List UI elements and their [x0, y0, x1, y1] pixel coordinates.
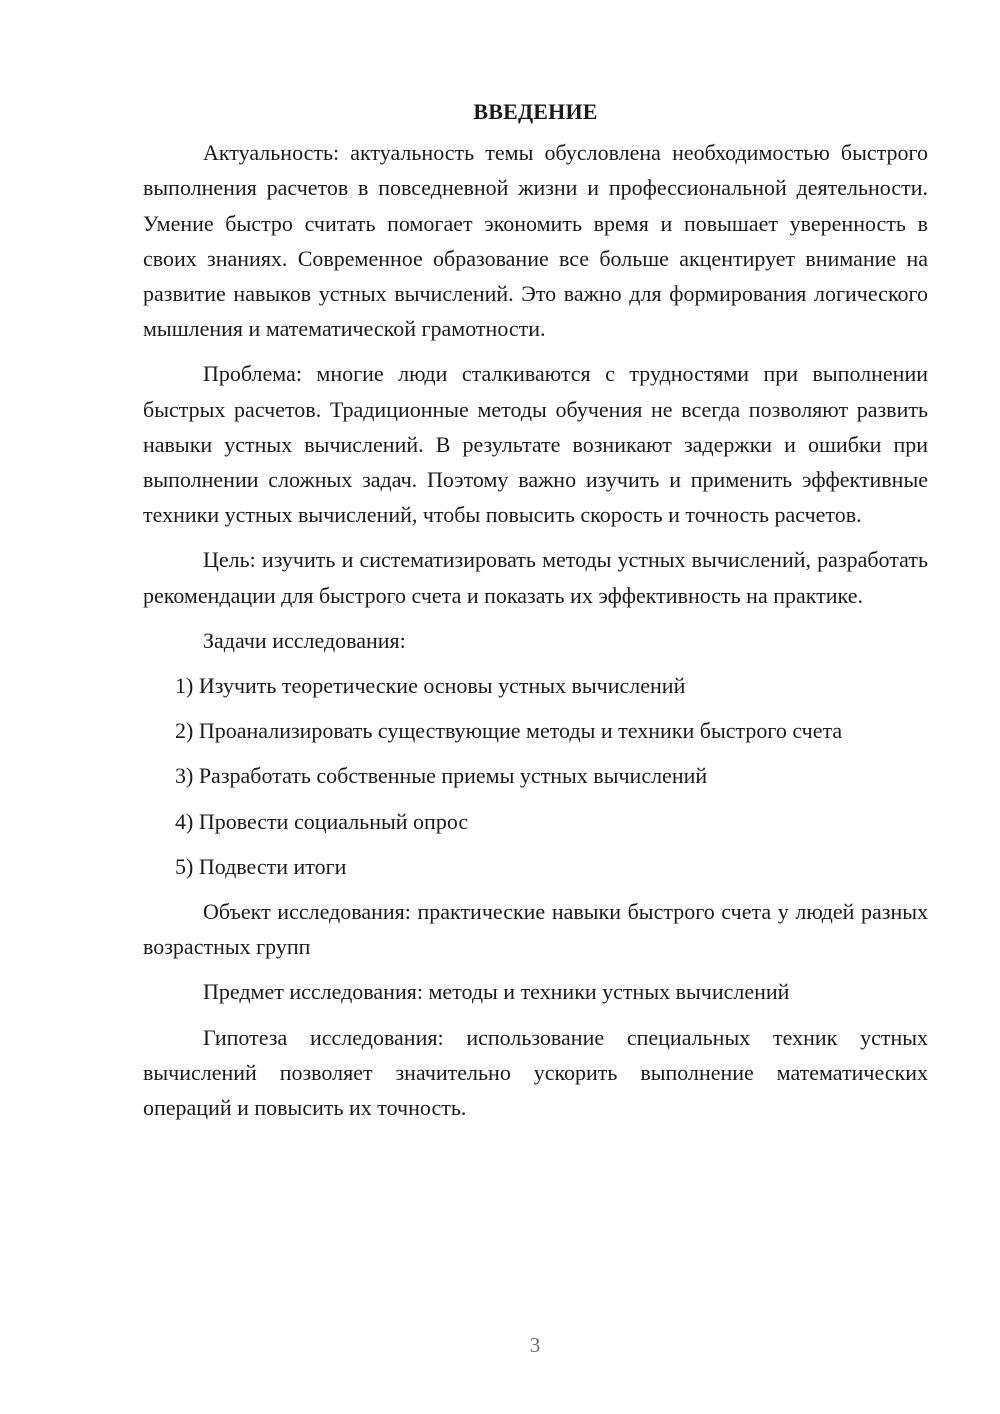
goal-paragraph: Цель: изучить и систематизировать методы устных вычислений, разработать рекомендации для быстрого счета и показать их эффективность на практике.: [143, 547, 928, 608]
tasks-heading: Задачи исследования:: [203, 627, 406, 653]
page-content: [143, 94, 928, 1135]
task-item: 3) Разработать собственные приемы устных вычислений: [175, 763, 708, 789]
task-item: 4) Провести социальный опрос: [175, 808, 469, 834]
task-item: 1) Изучить теоретические основы устных вычислений: [175, 673, 686, 699]
research-subject-paragraph: Предмет исследования: методы и техники устных вычислений: [203, 979, 790, 1005]
relevance-paragraph: Актуальность: актуальность темы обусловлена необходимостью быстрого выполнения расчетов в повседневной жизни и профессиональной деятельности. Умение быстро считать помогает экономить время и повышает уверенность в своих знаниях. Современное образование все больше акцентирует внимание на развитие навыков устных вычислений. Это важно для формирования логического мышления и математической грамотности.: [143, 140, 928, 342]
page-number: 3: [529, 1333, 541, 1357]
hypothesis-paragraph: Гипотеза исследования: использование специальных техник устных вычислений позволяет значительно ускорить выполнение математических операций и повысить их точность.: [143, 1024, 928, 1121]
task-item: 2) Проанализировать существующие методы и техники быстрого счета: [175, 718, 843, 744]
problem-paragraph: Проблема: многие люди сталкиваются с трудностями при выполнении быстрых расчетов. Традиционные методы обучения не всегда позволяют развить навыки устных вычислений. В результате возникают задержки и ошибки при выполнении сложных задач. Поэтому важно изучить и применить эффективные техники устных вычислений, чтобы повысить скорость и точность расчетов.: [143, 361, 928, 528]
research-object-paragraph: Объект исследования: практические навыки быстрого счета у людей разных возрастных групп: [143, 899, 928, 960]
section-title: ВВЕДЕНИЕ: [473, 99, 598, 124]
task-item: 5) Подвести итоги: [175, 853, 347, 879]
